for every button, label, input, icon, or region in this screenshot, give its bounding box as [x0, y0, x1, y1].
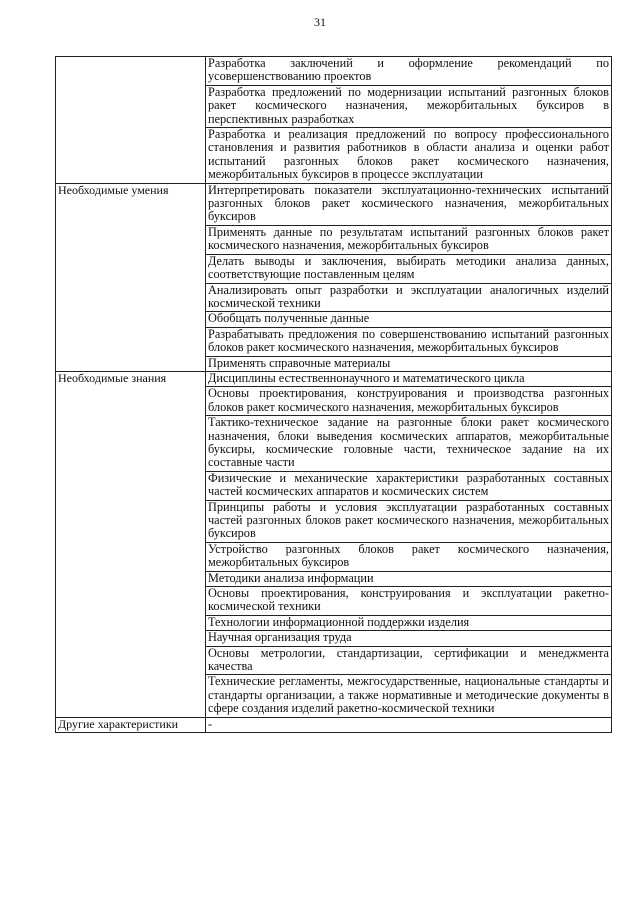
table-row — [56, 717, 612, 732]
table-cell: Делать выводы и заключения, выбирать методики анализа данных, соответствующие поставленным целям — [206, 254, 612, 283]
table-cell: Технологии информационной поддержки изделия — [206, 615, 612, 630]
table-cell: Устройство разгонных блоков ракет космического назначения, межорбитальных буксиров — [206, 542, 612, 571]
table-row — [56, 183, 612, 225]
table-cell: Технические регламенты, межгосударственные, национальные стандарты и стандарты организации, а также нормативные и методические документы в сфере создания изделий ракетно-космической техники — [206, 675, 612, 717]
table-cell: Основы проектирования, конструирования и эксплуатации ракетно-космической техники — [206, 587, 612, 616]
table-cell: Физические и механические характеристики разработанных составных частей космических аппаратов и космических систем — [206, 471, 612, 500]
table-row — [56, 371, 612, 386]
table-row — [56, 57, 612, 86]
table-cell: Применять справочные материалы — [206, 356, 612, 371]
table-cell: Интерпретировать показатели эксплуатационно-технических испытаний разгонных блоков ракет космического назначения, межорбитальных буксиров — [206, 183, 612, 225]
table-cell: Основы проектирования, конструирования и производства разгонных блоков ракет космического назначения, межорбитальных буксиров — [206, 387, 612, 416]
page-number: 31 — [314, 15, 326, 29]
table-cell: Разработка предложений по модернизации испытаний разгонных блоков ракет космического назначения, межорбитальных буксиров в перспективных разработках — [206, 85, 612, 127]
section-label-knowledge: Необходимые знания — [56, 371, 206, 717]
table-cell: Тактико-техническое задание на разгонные блоки ракет космического назначения, блоки выведения космических аппаратов, межорбитальные буксиры, космические головные части, техническое задание на их составные части — [206, 416, 612, 472]
section-label-other: Другие характеристики — [56, 717, 206, 732]
table-cell: Разработка заключений и оформление рекомендаций по усовершенствованию проектов — [206, 57, 612, 86]
section-label — [56, 57, 206, 184]
table-cell: Принципы работы и условия эксплуатации разработанных составных частей разгонных блоков ракет космического назначения, межорбитальных буксиров — [206, 500, 612, 542]
requirements-table — [55, 56, 612, 733]
section-label-skills: Необходимые умения — [56, 183, 206, 371]
table-cell: Обобщать полученные данные — [206, 312, 612, 327]
table-cell: Разработка и реализация предложений по вопросу профессионального становления и развития работников в области анализа и оценки работ испытаний разгонных блоков ракет космического назначения, межорбитальных буксиров в процессе эксплуатации — [206, 128, 612, 184]
table-cell: Разрабатывать предложения по совершенствованию испытаний разгонных блоков ракет космического назначения, межорбитальных буксиров — [206, 327, 612, 356]
table-cell: Применять данные по результатам испытаний разгонных блоков ракет космического назначения, межорбитальных буксиров — [206, 225, 612, 254]
table-cell: Основы метрологии, стандартизации, сертификации и менеджмента качества — [206, 646, 612, 675]
table-cell: - — [206, 717, 612, 732]
table-cell: Методики анализа информации — [206, 571, 612, 586]
table-cell: Научная организация труда — [206, 631, 612, 646]
table-cell: Анализировать опыт разработки и эксплуатации аналогичных изделий космической техники — [206, 283, 612, 312]
table-cell: Дисциплины естественнонаучного и математического цикла — [206, 371, 612, 386]
